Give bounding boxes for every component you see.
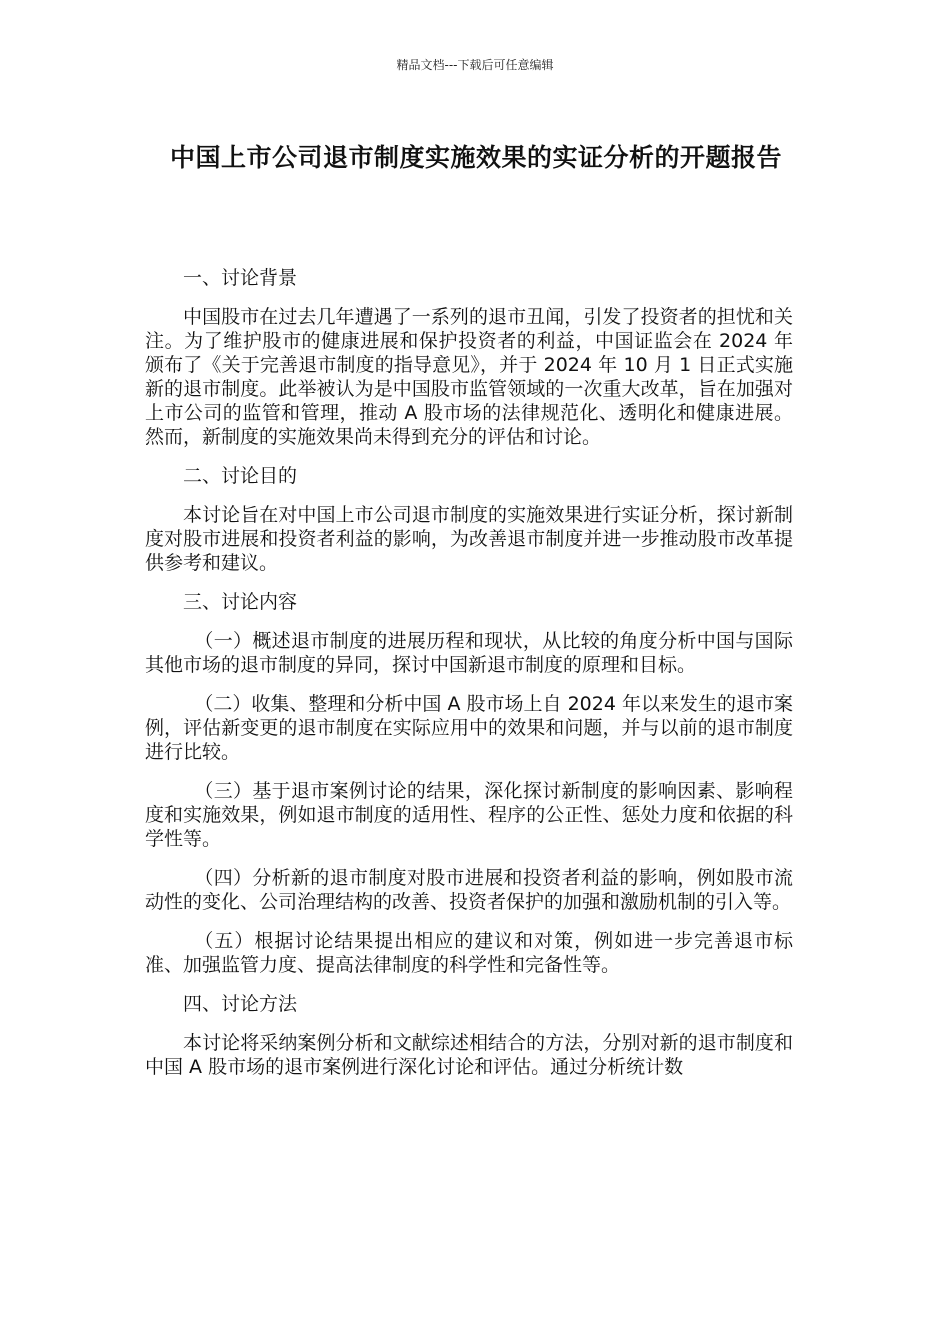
paragraph-method: 本讨论将采纳案例分析和文献综述相结合的方法，分别对新的退市制度和中国 A 股市场的退市案例进行深化讨论和评估。通过分析统计数 bbox=[145, 1032, 793, 1078]
header-note: 精品文档---下载后可任意编辑 bbox=[396, 58, 554, 72]
content-item-5: （五）根据讨论结果提出相应的建议和对策，例如进一步完善退市标准、加强监管力度、提高法律制度的科学性和完备性等。 bbox=[145, 930, 793, 976]
document-body bbox=[145, 266, 793, 1079]
section-heading-purpose: 二、讨论目的 bbox=[183, 465, 298, 487]
section-heading-method: 四、讨论方法 bbox=[183, 993, 298, 1015]
content-item-2: （二）收集、整理和分析中国 A 股市场上自 2024 年以来发生的退市案例，评估新变更的退市制度在实际应用中的效果和问题，并与以前的退市制度进行比较。 bbox=[145, 693, 793, 763]
content-item-4: （四）分析新的退市制度对股市进展和投资者利益的影响，例如股市流动性的变化、公司治理结构的改善、投资者保护的加强和激励机制的引入等。 bbox=[145, 867, 793, 913]
content-item-3: （三）基于退市案例讨论的结果，深化探讨新制度的影响因素、影响程度和实施效果，例如退市制度的适用性、程序的公正性、惩处力度和依据的科学性等。 bbox=[145, 780, 793, 850]
section-heading-background: 一、讨论背景 bbox=[183, 267, 298, 289]
paragraph-purpose: 本讨论旨在对中国上市公司退市制度的实施效果进行实证分析，探讨新制度对股市进展和投资者利益的影响，为改善退市制度并进一步推动股市改革提供参考和建议。 bbox=[145, 504, 793, 574]
content-item-1: （一）概述退市制度的进展历程和现状，从比较的角度分析中国与国际其他市场的退市制度的异同，探讨中国新退市制度的原理和目标。 bbox=[145, 630, 793, 676]
document-title: 中国上市公司退市制度实施效果的实证分析的开题报告 bbox=[169, 143, 782, 172]
paragraph-background: 中国股市在过去几年遭遇了一系列的退市丑闻，引发了投资者的担忧和关注。为了维护股市的健康进展和保护投资者的利益，中国证监会在 2024 年颁布了《关于完善退市制度的指导意见》，并于 2024 年 10 月 1 日正式实施新的退市制度。此举被认为是中国股市监管领域的一次重大改革，旨在加强对上市公司的监管和管理，推动 A 股市场的法律规范化、透明化和健康进展。然而，新制度的实施效果尚未得到充分的评估和讨论。 bbox=[145, 306, 793, 448]
section-heading-content: 三、讨论内容 bbox=[183, 591, 298, 613]
